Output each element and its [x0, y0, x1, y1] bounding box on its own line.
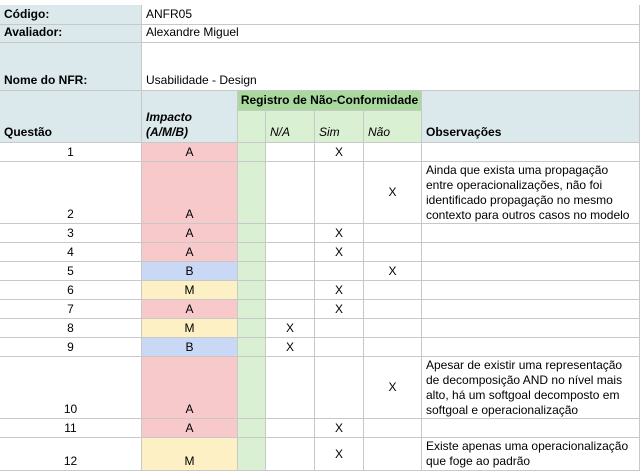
- cell-observacoes[interactable]: [422, 338, 640, 357]
- cell-nao[interactable]: [364, 143, 422, 162]
- nfr-label[interactable]: Nome do NFR:: [0, 43, 142, 91]
- cell-sim[interactable]: [315, 262, 364, 281]
- cell-green-blank[interactable]: [238, 338, 266, 357]
- cell-na[interactable]: [266, 300, 315, 319]
- cell-sim[interactable]: [315, 319, 364, 338]
- cell-observacoes[interactable]: [422, 224, 640, 243]
- cell-na[interactable]: [266, 243, 315, 262]
- cell-green-blank[interactable]: [238, 357, 266, 419]
- cell-observacoes[interactable]: [422, 319, 640, 338]
- cell-sim[interactable]: [315, 338, 364, 357]
- cell-sim[interactable]: X: [315, 300, 364, 319]
- header-observacoes[interactable]: Observações: [422, 91, 640, 143]
- cell-observacoes[interactable]: Ainda que exista uma propagação entre operacionalizações, não foi identificado propagação no mesmo contexto para outros casos no modelo: [422, 162, 640, 224]
- cell-sim[interactable]: X: [315, 281, 364, 300]
- cell-observacoes[interactable]: [422, 143, 640, 162]
- cell-green-blank[interactable]: [238, 262, 266, 281]
- cell-nao[interactable]: X: [364, 262, 422, 281]
- cell-nao[interactable]: [364, 300, 422, 319]
- header-questao[interactable]: Questão: [0, 91, 142, 143]
- cell-green-blank[interactable]: [238, 300, 266, 319]
- cell-sim[interactable]: X: [315, 419, 364, 438]
- cell-impacto[interactable]: M: [142, 281, 238, 300]
- header-sim[interactable]: Sim: [315, 111, 364, 143]
- codigo-label[interactable]: Código:: [0, 5, 142, 25]
- cell-sim[interactable]: X: [315, 224, 364, 243]
- cell-questao[interactable]: 4: [0, 243, 142, 262]
- cell-sim[interactable]: X: [315, 438, 364, 471]
- header-nao[interactable]: Não: [364, 111, 422, 143]
- cell-nao[interactable]: X: [364, 162, 422, 224]
- cell-impacto[interactable]: B: [142, 262, 238, 281]
- cell-green-blank[interactable]: [238, 319, 266, 338]
- cell-nao[interactable]: [364, 419, 422, 438]
- cell-sim[interactable]: [315, 162, 364, 224]
- cell-observacoes[interactable]: [422, 243, 640, 262]
- cell-impacto[interactable]: A: [142, 143, 238, 162]
- cell-sim[interactable]: X: [315, 243, 364, 262]
- cell-green-blank[interactable]: [238, 162, 266, 224]
- cell-questao[interactable]: 6: [0, 281, 142, 300]
- cell-nao[interactable]: [364, 243, 422, 262]
- cell-impacto[interactable]: A: [142, 300, 238, 319]
- header-na[interactable]: N/A: [266, 111, 315, 143]
- cell-green-blank[interactable]: [238, 419, 266, 438]
- cell-questao[interactable]: 12: [0, 438, 142, 471]
- cell-na[interactable]: [266, 143, 315, 162]
- cell-na[interactable]: [266, 438, 315, 471]
- cell-na[interactable]: [266, 281, 315, 300]
- cell-impacto[interactable]: A: [142, 419, 238, 438]
- cell-impacto[interactable]: M: [142, 319, 238, 338]
- cell-observacoes[interactable]: Apesar de existir uma representação de decomposição AND no nível mais alto, há um softgoal decomposto em softgoal e operacionalização: [422, 357, 640, 419]
- header-green-blank[interactable]: [238, 111, 266, 143]
- cell-na[interactable]: [266, 224, 315, 243]
- cell-na[interactable]: X: [266, 319, 315, 338]
- cell-impacto[interactable]: A: [142, 162, 238, 224]
- nfr-value[interactable]: Usabilidade - Design: [142, 43, 640, 91]
- cell-na[interactable]: [266, 419, 315, 438]
- header-registro[interactable]: Registro de Não-Conformidade: [238, 91, 422, 111]
- cell-green-blank[interactable]: [238, 143, 266, 162]
- cell-sim[interactable]: [315, 357, 364, 419]
- cell-green-blank[interactable]: [238, 224, 266, 243]
- codigo-value[interactable]: ANFR05: [142, 5, 640, 25]
- cell-questao[interactable]: 10: [0, 357, 142, 419]
- cell-sim[interactable]: X: [315, 143, 364, 162]
- cell-green-blank[interactable]: [238, 243, 266, 262]
- header-impacto[interactable]: Impacto (A/M/B): [142, 91, 238, 143]
- cell-impacto[interactable]: A: [142, 243, 238, 262]
- cell-nao[interactable]: [364, 438, 422, 471]
- cell-questao[interactable]: 11: [0, 419, 142, 438]
- cell-na[interactable]: [266, 162, 315, 224]
- cell-impacto[interactable]: B: [142, 338, 238, 357]
- cell-nao[interactable]: [364, 224, 422, 243]
- cell-na[interactable]: X: [266, 338, 315, 357]
- cell-observacoes[interactable]: [422, 262, 640, 281]
- cell-impacto[interactable]: M: [142, 438, 238, 471]
- cell-na[interactable]: [266, 357, 315, 419]
- cell-nao[interactable]: X: [364, 357, 422, 419]
- cell-impacto[interactable]: A: [142, 357, 238, 419]
- avaliador-value[interactable]: Alexandre Miguel: [142, 25, 640, 43]
- cell-observacoes[interactable]: Existe apenas uma operacionalização que foge ao padrão: [422, 438, 640, 471]
- cell-questao[interactable]: 5: [0, 262, 142, 281]
- avaliador-label[interactable]: Avaliador:: [0, 25, 142, 43]
- cell-green-blank[interactable]: [238, 438, 266, 471]
- cell-questao[interactable]: 9: [0, 338, 142, 357]
- cell-na[interactable]: [266, 262, 315, 281]
- cell-observacoes[interactable]: [422, 281, 640, 300]
- cell-nao[interactable]: [364, 281, 422, 300]
- cell-impacto[interactable]: A: [142, 224, 238, 243]
- cell-green-blank[interactable]: [238, 281, 266, 300]
- cell-questao[interactable]: 1: [0, 143, 142, 162]
- cell-nao[interactable]: [364, 338, 422, 357]
- cell-observacoes[interactable]: [422, 300, 640, 319]
- cell-observacoes[interactable]: [422, 419, 640, 438]
- cell-questao[interactable]: 7: [0, 300, 142, 319]
- cell-questao[interactable]: 2: [0, 162, 142, 224]
- cell-nao[interactable]: [364, 319, 422, 338]
- cell-questao[interactable]: 8: [0, 319, 142, 338]
- cell-questao[interactable]: 3: [0, 224, 142, 243]
